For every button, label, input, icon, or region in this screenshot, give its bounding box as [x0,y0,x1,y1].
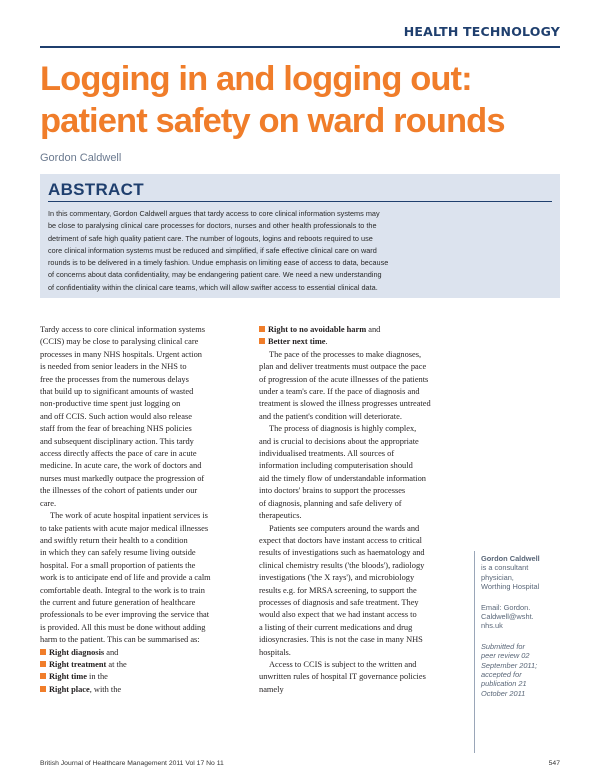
abstract-line: core clinical information systems must be reduced and simplified, if safe effective clinical care on ward [48,245,377,255]
section-heading: HEALTH TECHNOLOGY [403,24,560,39]
text-line: of diagnosis, planning and safe delivery of [259,498,402,508]
bullet-rest-text: . [325,337,328,347]
abstract-line: In this commentary, Gordon Caldwell argues that tardy access to core clinical information systems may [48,209,380,218]
text-line: the illnesses of the cohort of patients under our [40,486,198,496]
bullet-square-icon [40,649,46,655]
bullet-item [259,336,469,348]
text-line: to take patients with acute major medical illnesses [40,523,209,533]
text-line: treatment is slowed the illness progresses untreated [259,399,431,409]
text-line: and off CCIS. Such action would also release [40,411,192,421]
abstract-line: of confidentiality within the clinical care teams, which will allow swifter access to essential clinical data. [48,282,378,292]
bullet-rest-text: , with the [89,684,122,694]
text-line: results e.g. for MRSA screening, to support the [259,585,417,595]
abstract-line: detriment of safe high quality patient care. The number of logouts, logins and reboots required to use [48,233,373,243]
sidebar-review-line: October 2011 [481,688,526,698]
text-line: and swiftly return their health to a condition [40,535,188,545]
bullet-rest-text: at the [106,659,127,669]
text-line: aid the timely flow of understandable information [259,473,426,483]
text-line: The work of acute hospital inpatient services is [50,511,208,521]
bullet-item [40,684,250,696]
text-line: is provided. All this must be done without adding [40,622,206,632]
text-line: namely [259,684,284,694]
bullet-bold-text: Right diagnosis [49,647,105,657]
sidebar-author-name: Gordon Caldwell [481,554,540,563]
abstract-text [48,208,556,294]
text-line: unwritten rules of hospital IT governance policies [259,672,426,682]
bullet-item [40,647,250,659]
text-line: free the processes from the numerous delays [40,374,189,384]
bullet-bold-text: Better next time [268,337,326,347]
text-line: investigations ('the X rays'), and microbiology [259,573,415,583]
text-line: access directly affects the pace of care in acute [40,449,197,459]
author-sidebar [481,554,571,698]
sidebar-email-line: nhs.uk [481,621,503,631]
text-line: harm to the patient. This can be summarised as: [40,635,200,645]
text-line: The process of diagnosis is highly complex, [269,424,417,434]
sidebar-rule [474,551,475,753]
article-title [40,58,580,142]
sidebar-review-line: peer review 02 [481,651,530,661]
text-line: in which they can safely resume living outside [40,548,196,558]
bullet-rest-text: and [366,325,381,334]
sidebar-review-line: September 2011; [481,660,538,670]
bullet-square-icon [40,673,46,679]
header-rule [40,46,560,48]
text-line: medicine. In acute care, the work of doctors and [40,461,202,471]
sidebar-review-line: accepted for [481,670,522,680]
text-line: and is crucial to decisions about the appropriate [259,436,419,446]
text-line: Tardy access to core clinical information systems [40,325,205,334]
text-line: would also expect that we had instant access to [259,610,417,620]
bullet-rest-text: in the [86,672,108,682]
text-line: comfortable death. Integral to the work is to train [40,585,205,595]
text-line: work is to anticipate end of life and provide a calm [40,573,211,583]
bullet-item [40,671,250,683]
text-line: staff from the fear of breaching NHS policies [40,424,192,434]
abstract-line: of concerns about data confidentiality, may be endangering patient care. We need a new understanding [48,270,382,280]
title-line: patient safety on ward rounds [40,102,505,140]
bullet-square-icon [40,686,46,692]
text-line: is needed from senior leaders in the NHS to [40,362,187,372]
sidebar-review-line: publication 21 [481,679,527,689]
bullet-square-icon [259,326,265,332]
text-line: a listing of their current medications and drug [259,622,413,632]
sidebar-email-line: Caldwell@wsht. [481,612,534,622]
bullet-rest-text: and [104,647,119,657]
text-line: and the patient's condition will deteriorate. [259,411,402,421]
text-line: processes in many NHS hospitals. Urgent action [40,349,202,359]
bullet-item [40,659,250,671]
text-line: individualised treatments. All sources of [259,449,395,459]
abstract-line: be close to paralysing clinical care processes for doctors, nurses and other health professionals to the [48,221,377,231]
text-line: professionals to be ever improving the service that [40,610,210,620]
bullet-square-icon [259,338,265,344]
text-line: hospital. For a small proportion of patients the [40,560,196,570]
journal-citation: British Journal of Healthcare Management 2011 Vol 17 No 11 [40,760,224,767]
author-byline: Gordon Caldwell [40,152,122,164]
sidebar-review-line: Submitted for [481,641,525,651]
text-line: care. [40,498,57,508]
abstract-line: rounds is to be delivered in a timely fashion. Undue emphasis on limiting ease of access to data, because [48,258,389,268]
title-line: Logging in and logging out: [40,60,472,98]
bullet-bold-text: Right treatment [49,659,107,669]
body-column-2 [259,324,469,696]
sidebar-role-line: Worthing Hospital [481,582,540,592]
text-line: Access to CCIS is subject to the written and [269,659,417,669]
bullet-item [259,324,469,336]
text-line: of progression of the acute illnesses of the patients [259,374,429,384]
bullet-square-icon [40,661,46,667]
text-line: under a team's care. If the pace of diagnosis and [259,387,420,397]
text-line: expect that doctors have instant access to critical [259,535,423,545]
bullet-bold-text: Right place [49,684,90,694]
bullet-bold-text: Right time [49,672,87,682]
text-line: The pace of the processes to make diagnoses, [269,349,422,359]
page-number: 547 [548,760,560,767]
text-line: idiosyncrasies. This is not the case in many NHS [259,635,423,645]
text-line: (CCIS) may be close to paralysing clinical care [40,337,199,347]
text-line: therapeutics. [259,511,302,521]
text-line: nurses must markedly outpace the progression of [40,473,205,483]
text-line: plan and deliver treatments must outpace the pace [259,362,427,372]
text-line: hospitals. [259,647,291,657]
text-line: the current and future generation of healthcare [40,597,196,607]
abstract-heading: ABSTRACT [48,180,144,199]
bullet-bold-text: Right to no avoidable harm [268,325,367,334]
sidebar-role-line: is a consultant [481,563,529,573]
text-line: information including computerisation should [259,461,413,471]
text-line: Patients see computers around the wards and [269,523,420,533]
text-line: and subsequent disciplinary action. This tardy [40,436,194,446]
body-column-1 [40,324,250,696]
sidebar-email-line: Email: Gordon. [481,602,531,612]
text-line: results of investigations such as haematology and [259,548,425,558]
text-line: processes of diagnosis and safe treatment. They [259,597,419,607]
text-line: into doctors' brains to support the processes [259,486,406,496]
text-line: clinical chemistry results ('the bloods'), radiology [259,560,425,570]
text-line: non-productive time spent just logging on [40,399,181,409]
text-line: that build up to significant amounts of wasted [40,387,194,397]
sidebar-role-line: physician, [481,572,514,582]
abstract-rule [48,201,552,202]
